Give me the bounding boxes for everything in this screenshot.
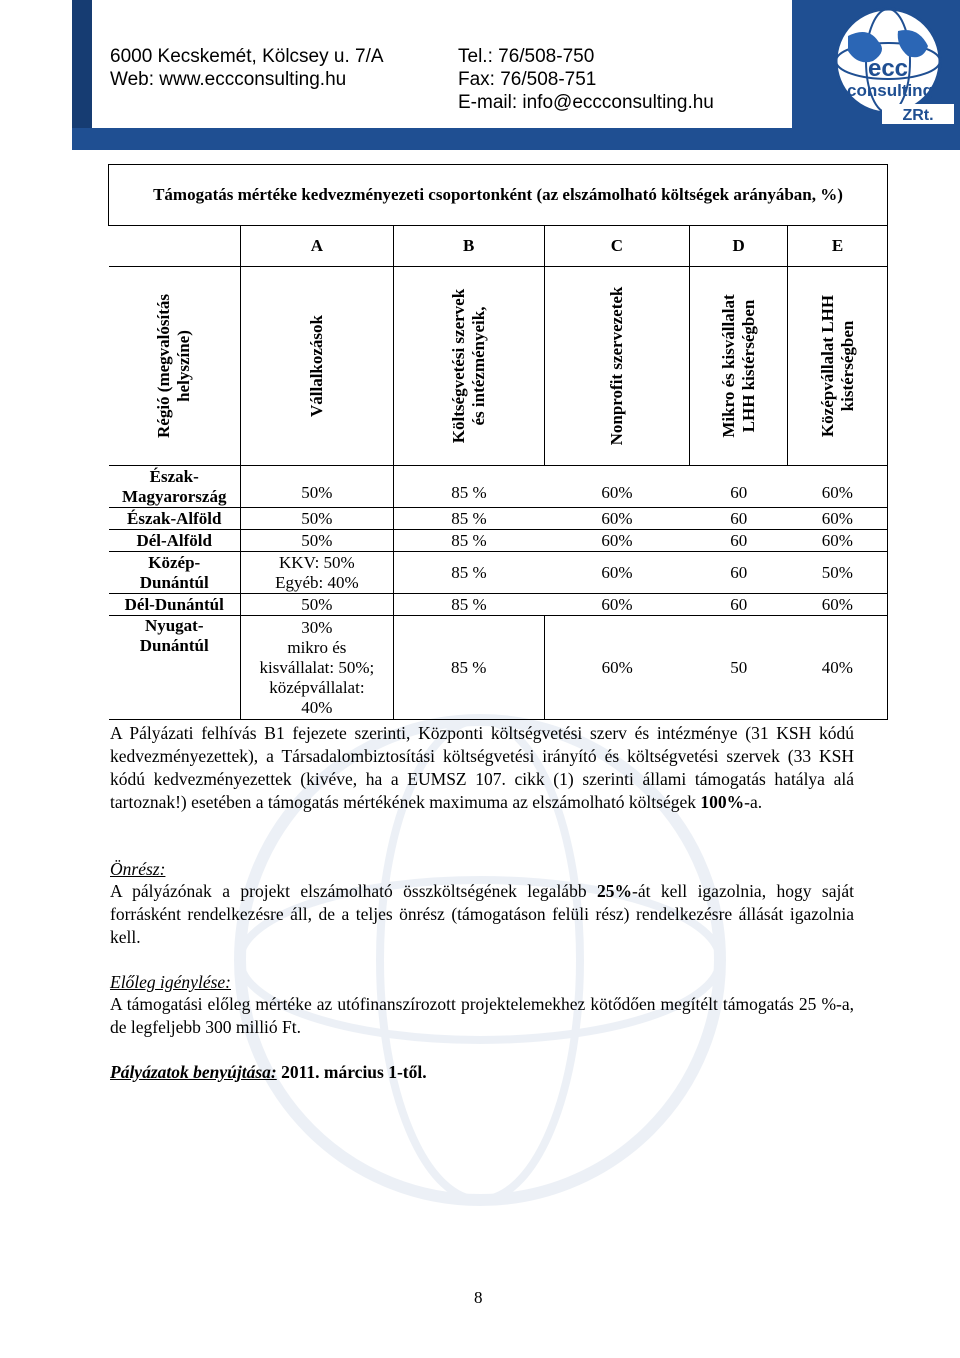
table-row (109, 508, 888, 530)
cell-b: 85 % (393, 552, 544, 594)
cell-c: 60% (544, 508, 690, 530)
cell-c: 60% (544, 530, 690, 552)
paragraph-benyujtas: Pályázatok benyújtása: 2011. március 1-től. (110, 1062, 427, 1082)
region-cell: Észak- Magyarország (109, 466, 241, 508)
cell-e: 60% (788, 594, 888, 616)
cell-b: 85 % (393, 594, 544, 616)
company-logo (818, 6, 956, 124)
header-region (109, 267, 241, 466)
logo-text-zrt: ZRt. (902, 107, 934, 124)
col-letter-d: D (690, 226, 788, 267)
header-bottom-bar (72, 128, 960, 150)
header-a-label: Vállalkozások (306, 314, 326, 418)
cell-a: KKV: 50% Egyéb: 40% (240, 552, 393, 594)
cell-d: 60 (690, 594, 788, 616)
cell-e: 60% (788, 466, 888, 508)
header-e (788, 267, 888, 466)
header-email: E-mail: info@eccconsulting.hu (458, 92, 714, 113)
cell-e: 50% (788, 552, 888, 594)
col-letter-a: A (240, 226, 393, 267)
cell-b: 85 % (393, 466, 544, 508)
paragraph-onresz: A pályázónak a projekt elszámolható összköltségének legalább 25%-át kell igazolnia, hogy saját forrásként rendelkezésre áll, de a teljes önrész (támogatáson felüli rész) rendelkezésre állását igazolnia kell. (110, 881, 855, 947)
table-row (109, 530, 888, 552)
cell-d: 60 (690, 508, 788, 530)
cell-a: 50% (240, 530, 393, 552)
cell-b: 85 % (393, 530, 544, 552)
table-row (109, 552, 888, 594)
region-cell: Nyugat- Dunántúl (109, 616, 241, 720)
region-cell: Közép- Dunántúl (109, 552, 241, 594)
logo-text-consulting: consulting (847, 81, 933, 100)
header-region-line2: helyszíne) (174, 330, 194, 402)
cell-d: 50 (690, 616, 788, 720)
cell-b: 85 % (393, 508, 544, 530)
header-tel: Tel.: 76/508-750 (458, 46, 595, 67)
cell-d: 60 (690, 466, 788, 508)
cell-d: 60 (690, 530, 788, 552)
header-b-line1: Költségvetési szervek (448, 288, 468, 444)
col-letter-c: C (544, 226, 690, 267)
paragraph-support-max: A Pályázati felhívás B1 fejezete szerinti, Központi költségvetési szerv és intézménye (31 KSH kódú kedvezményezettek), a Társadalombiztosítási költségvetési irányító és költségvetési szervek (33 KSH kódú kedvezményezettek (kivéve, ha a EUMSZ 107. cikk (1) szerinti állami támogatás hatálya alá tartoznak!) esetében a támogatás mértékének maximuma az elszámolható költségek 100%-a. (110, 723, 854, 812)
support-rate-table (108, 164, 888, 720)
logo-text-ecc: ecc (867, 55, 909, 82)
cell-a: 50% (240, 508, 393, 530)
header-d-line2: LHH kistérségben (738, 299, 758, 433)
header-b-line2: és intézményeik, (468, 306, 488, 426)
paragraph-eloleg: A támogatási előleg mértéke az utófinanszírozott projektelemekhez kötődően megítélt támogatás 25 %-a, de legfeljebb 300 millió Ft. (110, 994, 854, 1037)
region-cell: Dél-Alföld (109, 530, 241, 552)
header-region-line1: Régió (megvalósítás (154, 293, 174, 439)
region-cell: Dél-Dunántúl (109, 594, 241, 616)
table-row (109, 616, 888, 720)
col-letter-b: B (393, 226, 544, 267)
cell-c: 60% (544, 552, 690, 594)
section-heading-eloleg: Előleg igénylése: (110, 972, 231, 992)
header-web: Web: www.eccconsulting.hu (110, 69, 347, 90)
page-number: 8 (474, 1288, 483, 1307)
header-c-label: Nonprofit szervezetek (606, 286, 626, 446)
region-cell: Észak-Alföld (109, 508, 241, 530)
cell-a: 30% mikro és kisvállalat: 50%; középvállalat: 40% (240, 616, 393, 720)
header-address: 6000 Kecskemét, Kölcsey u. 7/A (110, 46, 384, 67)
table-row (109, 594, 888, 616)
header-d-line1: Mikro és kisvállalat (718, 294, 738, 438)
header-c (544, 267, 690, 466)
section-heading-onresz: Önrész: (110, 859, 166, 879)
cell-a: 50% (240, 594, 393, 616)
cell-c: 60% (544, 466, 690, 508)
header-e-line1: Középvállalat LHH (817, 294, 837, 438)
cell-e: 60% (788, 508, 888, 530)
table-corner (109, 226, 241, 267)
cell-b: 85 % (393, 616, 544, 720)
header-fax: Fax: 76/508-751 (458, 69, 597, 90)
cell-d: 60 (690, 552, 788, 594)
table-title: Támogatás mértéke kedvezményezeti csoportonként (az elszámolható költségek arányában, %) (109, 165, 888, 226)
cell-e: 60% (788, 530, 888, 552)
cell-c: 60% (544, 616, 690, 720)
header-a (240, 267, 393, 466)
header-e-line2: kistérségben (837, 320, 857, 412)
header-b (393, 267, 544, 466)
col-letter-e: E (788, 226, 888, 267)
cell-a: 50% (240, 466, 393, 508)
table-row (109, 466, 888, 508)
header-d (690, 267, 788, 466)
cell-c: 60% (544, 594, 690, 616)
cell-e: 40% (788, 616, 888, 720)
